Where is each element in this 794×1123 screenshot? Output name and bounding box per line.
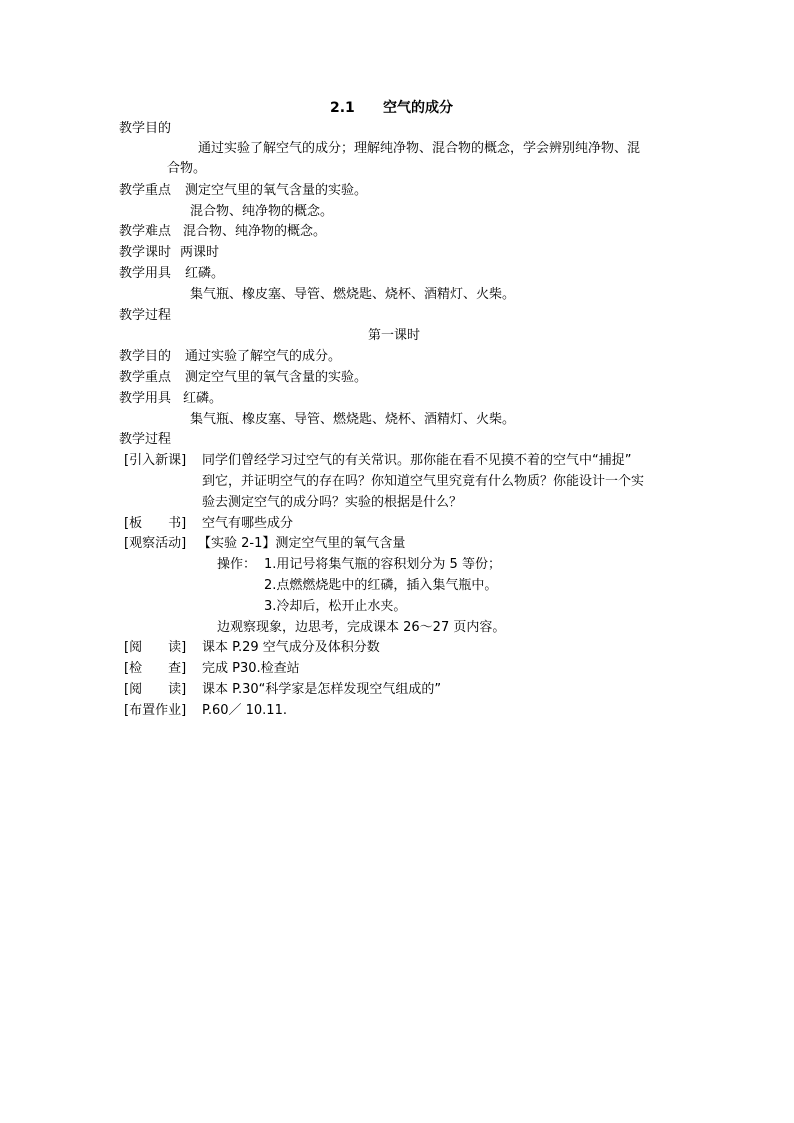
difficulty-label: 教学难点 (119, 224, 172, 239)
tools-line-2: 集气瓶、橡皮塞、导管、燃烧匙、烧杯、酒精灯、火柴。 (190, 287, 516, 302)
l1-goal-label: 教学目的 (119, 349, 172, 364)
l1-key-label: 教学重点 (119, 370, 172, 385)
observe-text: 【实验 2-1】测定空气里的氧气含量 (198, 536, 406, 551)
key-label: 教学重点 (119, 183, 172, 198)
l1-key-text: 测定空气里的氧气含量的实验。 (185, 370, 368, 385)
goal-label: 教学目的 (119, 121, 172, 136)
op-step-3: 3.冷却后，松开止水夹。 (264, 599, 407, 614)
page-title: 空气的成分 (383, 100, 453, 116)
lesson1-heading: 第一课时 (368, 328, 421, 343)
l1-tools-label: 教学用具 (119, 391, 172, 406)
op-step-2: 2.点燃燃烧匙中的红磷，插入集气瓶中。 (264, 578, 498, 593)
intro-line-3: 验去测定空气的成分吗？实验的根据是什么？ (202, 495, 463, 510)
process-label: 教学过程 (119, 308, 172, 323)
check-tag: [检 查] (124, 661, 187, 676)
read2-text: 课本 P.30“科学家是怎样发现空气组成的” (202, 682, 442, 697)
l1-tools-line-1: 红磷。 (183, 391, 223, 406)
read1-text: 课本 P.29 空气成分及体积分数 (202, 640, 380, 655)
goal-line-1: 通过实验了解空气的成分；理解纯净物、混合物的概念，学会辨别纯净物、混 (198, 141, 641, 156)
read1-tag: [阅 读] (124, 640, 187, 655)
observe-note: 边观察现象，边思考，完成课本 26～27 页内容。 (217, 620, 506, 635)
tools-line-1: 红磷。 (185, 266, 225, 281)
l1-goal-text: 通过实验了解空气的成分。 (185, 349, 342, 364)
key-line-2: 混合物、纯净物的概念。 (190, 204, 334, 219)
intro-line-2: 到它，并证明空气的存在吗？你知道空气里究竟有什么物质？你能设计一个实 (202, 474, 645, 489)
difficulty-text: 混合物、纯净物的概念。 (183, 224, 327, 239)
observe-tag: [观察活动] (124, 536, 187, 551)
key-line-1: 测定空气里的氧气含量的实验。 (185, 183, 368, 198)
goal-line-2: 合物。 (167, 161, 207, 176)
homework-tag: [布置作业] (124, 703, 187, 718)
intro-tag: [引入新课] (124, 453, 187, 468)
hours-label: 教学课时 (119, 245, 172, 260)
read2-tag: [阅 读] (124, 682, 187, 697)
tools-label: 教学用具 (119, 266, 172, 281)
title-number: 2.1 (330, 100, 355, 116)
hours-text: 两课时 (180, 245, 220, 260)
l1-tools-line-2: 集气瓶、橡皮塞、导管、燃烧匙、烧杯、酒精灯、火柴。 (190, 412, 516, 427)
board-text: 空气有哪些成分 (202, 516, 294, 531)
op-step-1: 1.用记号将集气瓶的容积划分为 5 等份； (264, 557, 501, 572)
board-tag: [板 书] (124, 516, 187, 531)
check-text: 完成 P30.检查站 (202, 661, 300, 676)
intro-line-1: 同学们曾经学习过空气的有关常识。那你能在看不见摸不着的空气中“捕捉” (202, 453, 632, 468)
l1-process-label: 教学过程 (119, 432, 172, 447)
homework-text: P.60／ 10.11. (202, 703, 287, 718)
op-label: 操作： (217, 557, 257, 572)
